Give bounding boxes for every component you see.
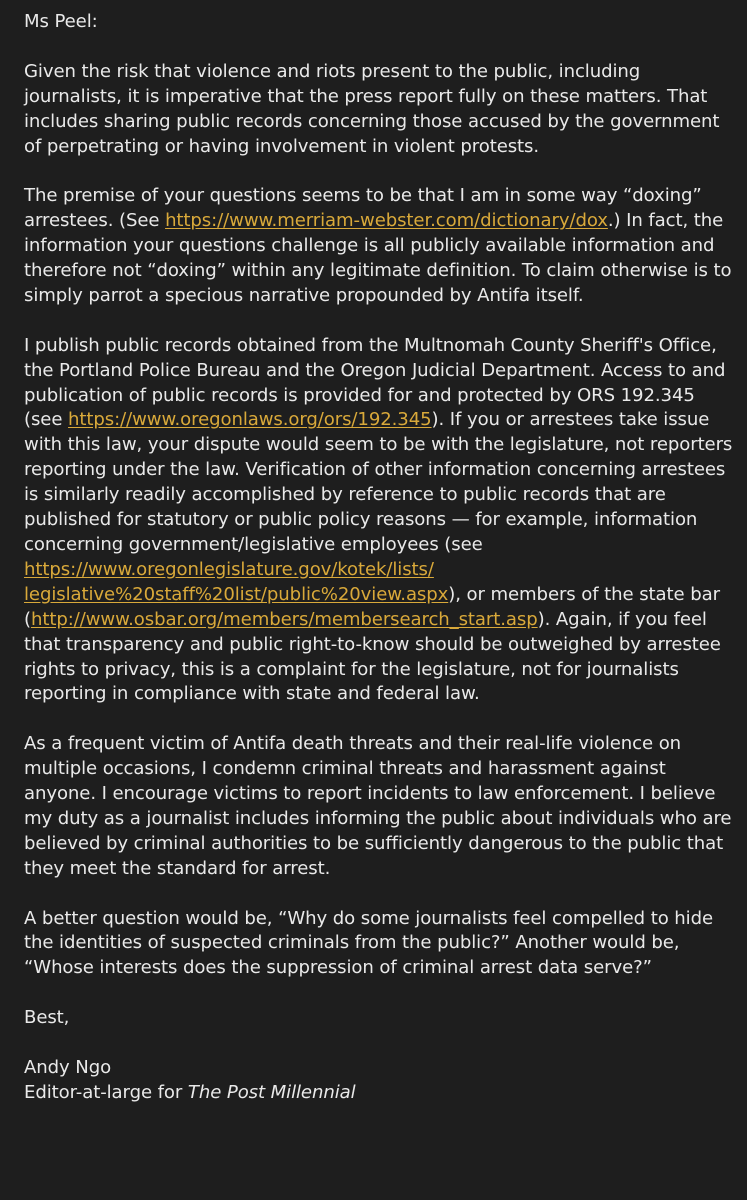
paragraph-text: ), or members of the state bar ( xyxy=(24,583,720,630)
paragraph-text: I publish public records obtained from the Multnomah County Sheriff's Office, the Portland Police Bureau and the Oregon Judicial Department. Access to and publication of public records is provided for and protected by ORS 192.345 (see xyxy=(24,334,726,431)
paragraph-text: ). Again, if you feel that transparency and public right-to-know should be outweighed by arrestee rights to privacy, this is a complaint for the legislature, not for journalists reporting in compliance with state and federal law. xyxy=(24,608,721,705)
paragraph-press-duty: Given the risk that violence and riots present to the public, including journalists, it is imperative that the press report fully on these matters. That includes sharing public records concerning those accused by the government of perpetrating or having involvement in violent protests. xyxy=(24,60,720,157)
salutation: Ms Peel: xyxy=(24,11,98,32)
paragraph-text: ). If you or arrestees take issue with this law, your dispute would seem to be with the legislature, not reporters reporting under the law. Verification of other information concerning arrestees is similarly readily accomplished by reference to public records that are published for statutory or public policy reasons — for example, information concerning government/legislative employees (see xyxy=(24,409,733,555)
paragraph-text: .) In fact, the information your questions challenge is all publicly available information and therefore not “doxing” within any legitimate definition. To claim otherwise is to simply parrot a specious narrative propounded by Antifa itself. xyxy=(24,210,732,306)
paragraph-public-records xyxy=(24,334,736,708)
paragraph-text: The premise of your questions seems to be that I am in some way “doxing” arrestees. (See xyxy=(24,185,702,232)
publication-name: The Post Millennial xyxy=(187,1081,356,1103)
signature-name: Andy Ngo xyxy=(24,1056,112,1078)
oregonlaws-link[interactable]: https://www.oregonlaws.org/ors/192.345 xyxy=(68,409,432,431)
signature-title: Editor-at-large for The Post Millennial xyxy=(24,1081,356,1103)
osbar-link[interactable]: http://www.osbar.org/members/membersearch_start.asp xyxy=(30,608,538,630)
letter-body xyxy=(24,10,736,1106)
paragraph-better-question: A better question would be, “Why do some journalists feel compelled to hide the identities of suspected criminals from the public?” Another would be, “Whose interests does the suppression of criminal arrest data serve?” xyxy=(24,907,714,979)
merriam-webster-link[interactable]: https://www.merriam-webster.com/dictionary/dox xyxy=(165,210,608,232)
paragraph-threats: As a frequent victim of Antifa death threats and their real-life violence on multiple occasions, I condemn criminal threats and harassment against anyone. I encourage victims to report incidents to law enforcement. I believe my duty as a journalist includes informing the public about individuals who are believed by criminal authorities to be sufficiently dangerous to the public that they meet the standard for arrest. xyxy=(24,733,732,879)
closing: Best, xyxy=(24,1007,70,1029)
oregon-legislature-link[interactable]: https://www.oregonlegislature.gov/kotek/lists/ legislative%20staff%20list/public%20view.aspx xyxy=(24,558,449,605)
paragraph-doxing xyxy=(24,184,736,309)
